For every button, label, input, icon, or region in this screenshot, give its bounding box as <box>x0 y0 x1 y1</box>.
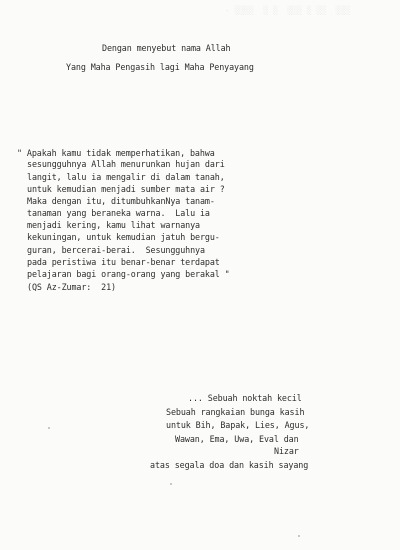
quote-line: pelajaran bagi orang-orang yang berakal " <box>27 269 230 279</box>
quote-line: untuk kemudian menjadi sumber mata air ? <box>27 184 225 194</box>
dedication-line: atas segala doa dan kasih sayang <box>150 460 309 470</box>
dedication-line: untuk Bih, Bapak, Lies, Agus, <box>166 420 310 430</box>
dedication-line: Nizar <box>274 446 299 456</box>
dedication-line: Wawan, Ema, Uwa, Eval dan <box>175 434 299 444</box>
quote-line: sesungguhnya Allah menurunkan hujan dari <box>27 159 225 169</box>
quote-line: langit, lalu ia mengalir di dalam tanah, <box>27 172 225 182</box>
quote-line: menjadi kering, kamu lihat warnanya <box>27 220 200 230</box>
paper-speck <box>48 427 50 429</box>
show-through-text: - ░░░░ ░ ░ ░░░ ░ ░░ ░░░ <box>225 6 351 15</box>
quote-line: Maka dengan itu, ditumbuhkanNya tanam- <box>27 196 215 206</box>
quote-citation: (QS Az-Zumar: 21) <box>27 282 116 292</box>
paper-speck <box>170 483 172 485</box>
quote-line: tanaman yang beraneka warna. Lalu ia <box>27 208 210 218</box>
quote-line: pada peristiwa itu benar-benar terdapat <box>27 257 220 267</box>
quote-line: " Apakah kamu tidak memperhatikan, bahwa <box>17 148 215 158</box>
dedication-line: Sebuah rangkaian bunga kasih <box>166 407 305 417</box>
dedication-line: ... Sebuah noktah kecil <box>188 393 302 403</box>
quote-line: guran, bercerai-berai. Sesungguhnya <box>27 245 205 255</box>
bismillah-line-2: Yang Maha Pengasih lagi Maha Penyayang <box>66 62 254 72</box>
paper-speck <box>298 535 300 537</box>
quote-line: kekuningan, untuk kemudian jatuh bergu- <box>27 232 220 242</box>
bismillah-line-1: Dengan menyebut nama Allah <box>102 43 231 53</box>
